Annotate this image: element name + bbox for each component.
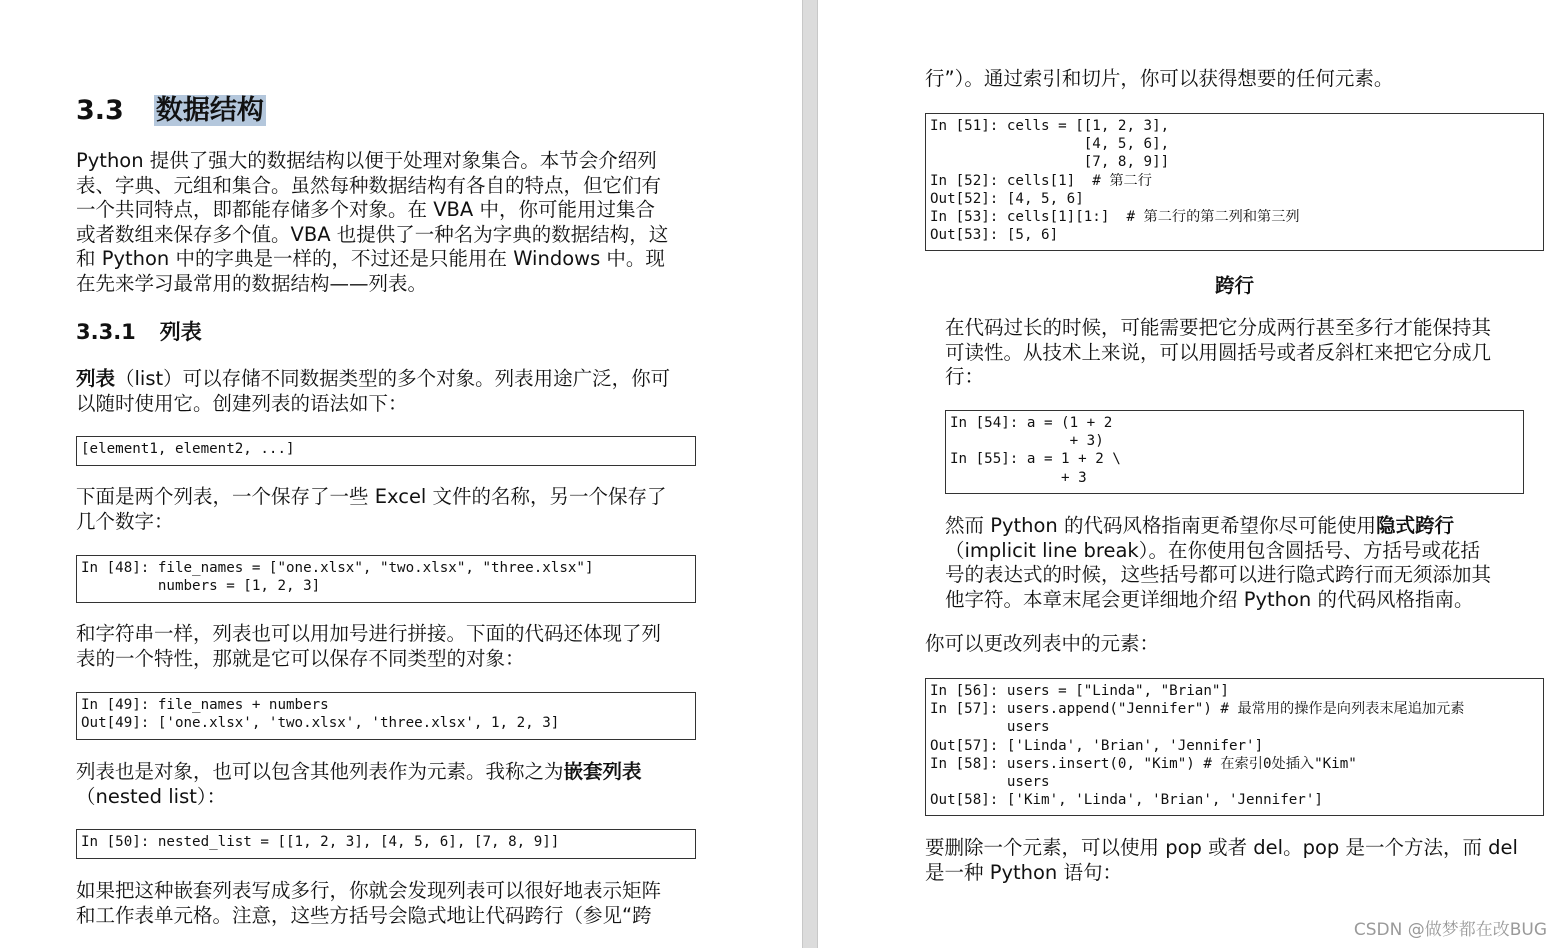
code-text: [element1, element2, ...] bbox=[81, 441, 295, 457]
section-title: 数据结构 bbox=[155, 95, 264, 126]
nested-paragraph bbox=[76, 760, 642, 809]
text-line: （implicit line break）。在你使用包含圆括号、方括号或花括 bbox=[945, 538, 1480, 562]
page-separator bbox=[802, 0, 818, 948]
section-number: 3.3 bbox=[76, 95, 124, 126]
text-line: 他字符。本章末尾会更详细地介绍 Python 的代码风格指南。 bbox=[945, 587, 1474, 611]
text-fragment: （list）可以存储不同数据类型的多个对象。列表用途广泛，你可 bbox=[115, 367, 671, 390]
text-line: 表、字典、元组和集合。虽然每种数据结构有各自的特点，但它们有 bbox=[76, 173, 662, 197]
text-line: 表的一个特性，那就是它可以保存不同类型的对象： bbox=[76, 646, 525, 670]
text-line: 行”）。通过索引和切片，你可以获得想要的任何元素。 bbox=[925, 67, 1394, 90]
subsection-number: 3.3.1 bbox=[76, 320, 136, 344]
term-list: 列表 bbox=[76, 367, 116, 390]
code-text: In [56]: users = ["Linda", "Brian"] In [57]: users.append("Jennifer") # 最常用的操作是向列表末尾追加元素 users Out[57]: ['Linda', 'Brian', 'Jennifer'] In [58]: users.insert(0, "Kim") # 在索引0处插入"Kim" users Out[58]: ['Kim', 'Linda', 'Brian', 'Jennifer'] bbox=[930, 683, 1465, 809]
list-intro-paragraph bbox=[76, 367, 670, 416]
section-heading bbox=[76, 94, 266, 128]
watermark: CSDN @做梦都在改BUG bbox=[1353, 920, 1547, 940]
text-line: 下面是两个列表，一个保存了一些 Excel 文件的名称，另一个保存了 bbox=[76, 485, 667, 508]
text-line: 你可以更改列表中的元素： bbox=[925, 632, 1160, 655]
intro-paragraph bbox=[76, 149, 668, 296]
text-line: 行： bbox=[945, 365, 985, 388]
sidebar-title: 跨行 bbox=[1214, 274, 1254, 297]
code-text: In [50]: nested_list = [[1, 2, 3], [4, 5, 6], [7, 8, 9]] bbox=[81, 834, 560, 850]
code-block-syntax bbox=[76, 436, 696, 466]
matrix-paragraph bbox=[76, 879, 661, 928]
code-block-50 bbox=[76, 829, 696, 859]
text-line: 是一种 Python 语句： bbox=[925, 860, 1122, 884]
text-line: 如果把这种嵌套列表写成多行，你就会发现列表可以很好地表示矩阵 bbox=[76, 879, 662, 902]
text-line: 或者数组来保存多个值。VBA 也提供了一种名为字典的数据结构，这 bbox=[76, 222, 669, 246]
text-line: 要删除一个元素，可以使用 pop 或者 del。pop 是一个方法，而 del bbox=[925, 836, 1518, 859]
code-text: In [51]: cells = [[1, 2, 3], [4, 5, 6], [7, 8, 9]] In [52]: cells[1] # 第二行 Out[52]: [4, 5, 6] In [53]: cells[1][1:] # 第二行的第二列和第三列 Out[53]: [5, 6] bbox=[930, 118, 1300, 244]
concat-paragraph bbox=[76, 622, 661, 671]
term-nested-list: 嵌套列表 bbox=[563, 760, 642, 783]
text-line: 一个共同特点，即都能存储多个对象。在 VBA 中，你可能用过集合 bbox=[76, 198, 655, 221]
code-block-51-53 bbox=[925, 113, 1544, 251]
term-implicit-line-break: 隐式跨行 bbox=[1376, 514, 1455, 537]
text-fragment: 列表也是对象，也可以包含其他列表作为元素。我称之为 bbox=[76, 760, 564, 783]
delete-paragraph bbox=[925, 836, 1518, 885]
text-line: 和字符串一样，列表也可以用加号进行拼接。下面的代码还体现了列 bbox=[76, 622, 662, 645]
text-line: 可读性。从技术上来说，可以用圆括号或者反斜杠来把它分成几 bbox=[945, 340, 1492, 364]
code-block-48 bbox=[76, 555, 696, 603]
text-line: （nested list）： bbox=[76, 784, 227, 808]
sidebar-paragraph bbox=[945, 316, 1491, 390]
text-line: 和工作表单元格。注意，这些方括号会隐式地让代码跨行（参见“跨 bbox=[76, 903, 652, 927]
code-text: In [54]: a = (1 + 2 + 3) In [55]: a = 1 + 2 \ + 3 bbox=[950, 415, 1121, 486]
continuation-paragraph bbox=[925, 67, 1393, 92]
text-line: 几个数字： bbox=[76, 509, 174, 533]
subsection-title: 列表 bbox=[159, 320, 202, 344]
subsection-heading bbox=[76, 318, 202, 346]
text-line: 在代码过长的时候，可能需要把它分成两行甚至多行才能保持其 bbox=[945, 316, 1492, 339]
text-line: 号的表达式的时候，这些括号都可以进行隐式跨行而无须添加其 bbox=[945, 563, 1492, 586]
code-block-54-55 bbox=[945, 410, 1524, 494]
text-line: 和 Python 中的字典是一样的，不过还是只能用在 Windows 中。现 bbox=[76, 247, 665, 270]
text-line: 以随时使用它。创建列表的语法如下： bbox=[76, 391, 408, 415]
code-block-56-58 bbox=[925, 678, 1544, 816]
code-block-49 bbox=[76, 692, 696, 740]
code-text: In [49]: file_names + numbers Out[49]: ['one.xlsx', 'two.xlsx', 'three.xlsx', 1, 2, 3] bbox=[81, 697, 560, 732]
text-fragment: 然而 Python 的代码风格指南更希望你尽可能使用 bbox=[945, 514, 1376, 537]
text-line: Python 提供了强大的数据结构以便于处理对象集合。本节会介绍列 bbox=[76, 149, 657, 172]
two-lists-paragraph bbox=[76, 485, 667, 534]
sidebar-paragraph-2 bbox=[945, 514, 1491, 612]
text-line: 在先来学习最常用的数据结构——列表。 bbox=[76, 271, 428, 295]
code-text: In [48]: file_names = ["one.xlsx", "two.xlsx", "three.xlsx"] numbers = [1, 2, 3] bbox=[81, 560, 594, 595]
modify-paragraph bbox=[925, 632, 1159, 657]
